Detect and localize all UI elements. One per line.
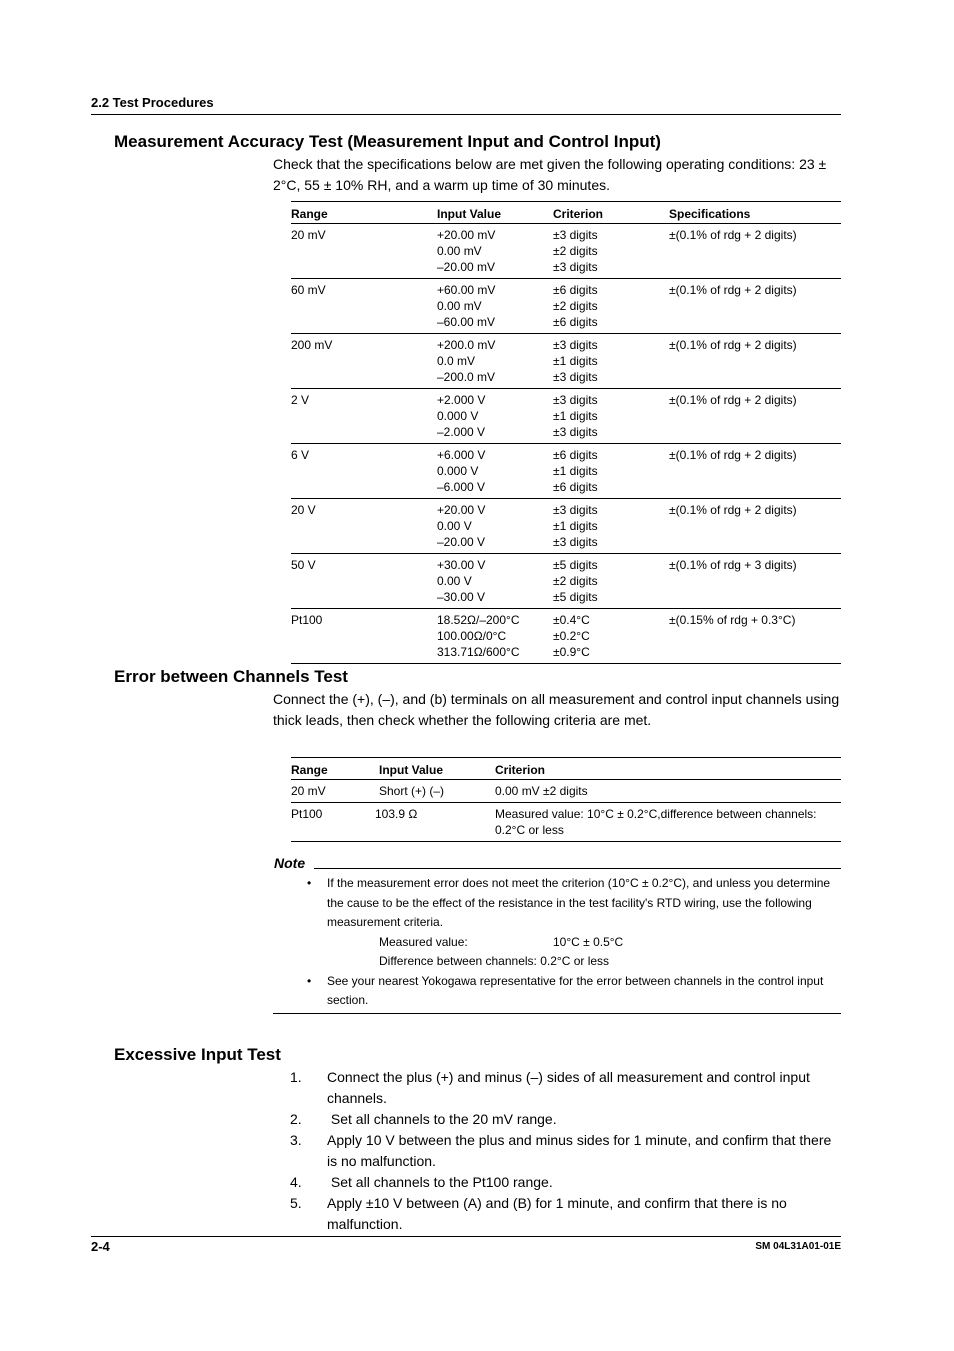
cell-input	[437, 444, 553, 499]
excessive-steps	[290, 1067, 835, 1235]
document-code: SM 04L31A01-01E	[755, 1241, 841, 1252]
table-row	[291, 224, 841, 279]
cell-range-line: 20 mV	[291, 228, 326, 242]
table-row	[291, 444, 841, 499]
cell-input-line: +20.00 V	[437, 503, 486, 517]
col-range: Range	[291, 202, 437, 224]
cell-criterion-line: ±0.2°C	[553, 629, 590, 643]
step-text: Connect the plus (+) and minus (–) sides of all measurement and control input channels.	[327, 1069, 810, 1106]
cell-spec	[669, 609, 841, 664]
cell-spec-line: ±(0.1% of rdg + 2 digits)	[669, 503, 797, 517]
list-item	[290, 1067, 835, 1109]
channels-table-header	[291, 758, 841, 780]
cell-input-line: 0.0 mV	[437, 354, 476, 368]
cell-criterion-line: ±1 digits	[553, 519, 598, 533]
table-row	[291, 780, 841, 803]
cell-criterion-line: ±3 digits	[553, 228, 598, 242]
cell-criterion-line: ±3 digits	[553, 535, 598, 549]
step-text: Set all channels to the Pt100 range.	[327, 1174, 553, 1190]
excessive-title: Excessive Input Test	[114, 1045, 281, 1064]
table-row	[291, 389, 841, 444]
cell-spec-line: ±(0.15% of rdg + 0.3°C)	[669, 613, 796, 627]
channels-table	[291, 757, 841, 842]
cell-input	[437, 389, 553, 444]
cell-criterion-line: ±1 digits	[553, 354, 598, 368]
cell-input-line: +30.00 V	[437, 558, 486, 572]
cell-input	[437, 554, 553, 609]
cell-input-line: 0.00 V	[437, 574, 472, 588]
list-item	[290, 1193, 835, 1235]
note-bullet-text: If the measurement error does not meet the criterion (10°C ± 0.2°C), and unless you determine the cause to be the effect of the resistance in the test facility's RTD wiring, use the following measurement criteria.	[327, 876, 831, 929]
footer-rule	[91, 1236, 841, 1237]
cell-spec	[669, 444, 841, 499]
step-number: 3.	[290, 1132, 302, 1148]
cell-spec	[669, 279, 841, 334]
cell-criterion-line: ±2 digits	[553, 574, 598, 588]
accuracy-table-header	[291, 202, 841, 224]
measured-label: Measured value:	[379, 934, 468, 949]
cell-spec-line: ±(0.1% of rdg + 3 digits)	[669, 558, 797, 572]
cell-criterion: 0.00 mV ±2 digits	[495, 780, 841, 803]
note-title: Note	[274, 855, 306, 871]
list-item	[290, 1130, 835, 1172]
cell-input-line: +6.000 V	[437, 448, 486, 462]
cell-criterion-line: ±1 digits	[553, 464, 598, 478]
cell-input-line: –60.00 mV	[437, 315, 496, 329]
step-number: 4.	[290, 1174, 302, 1190]
cell-criterion-line: ±3 digits	[553, 393, 598, 407]
step-number: 1.	[290, 1069, 302, 1085]
bullet-mark: •	[307, 973, 312, 988]
cell-input-line: +60.00 mV	[437, 283, 496, 297]
measured-value-line	[307, 933, 837, 953]
cell-spec	[669, 554, 841, 609]
col-criterion: Criterion	[495, 758, 841, 780]
cell-criterion	[553, 224, 669, 279]
cell-input-line: 313.71Ω/600°C	[437, 645, 520, 659]
cell-input-line: 100.00Ω/0°C	[437, 629, 507, 643]
cell-criterion-line: ±0.9°C	[553, 645, 590, 659]
measured-value: 10°C ± 0.5°C	[553, 934, 624, 949]
cell-input	[437, 499, 553, 554]
cell-range	[291, 554, 437, 609]
cell-range: Pt100	[291, 803, 379, 842]
cell-input-line: 0.000 V	[437, 409, 479, 423]
cell-input	[437, 279, 553, 334]
cell-criterion-line: ±3 digits	[553, 260, 598, 274]
cell-spec-line: ±(0.1% of rdg + 2 digits)	[669, 338, 797, 352]
section-header: 2.2 Test Procedures	[91, 95, 214, 110]
col-input: Input Value	[437, 202, 553, 224]
cell-input-line: 0.000 V	[437, 464, 479, 478]
cell-criterion-line: ±3 digits	[553, 503, 598, 517]
cell-range	[291, 279, 437, 334]
cell-range: 20 mV	[291, 780, 379, 803]
col-criterion: Criterion	[553, 202, 669, 224]
note-body	[307, 874, 837, 1011]
cell-input-line: –20.00 mV	[437, 260, 496, 274]
note-end-rule	[273, 1013, 841, 1014]
cell-range-line: 60 mV	[291, 283, 326, 297]
cell-input-line: 0.00 mV	[437, 299, 482, 313]
cell-criterion: Measured value: 10°C ± 0.2°C,difference between channels: 0.2°C or less	[495, 803, 841, 842]
accuracy-title: Measurement Accuracy Test (Measurement Input and Control Input)	[114, 132, 661, 151]
cell-range-line: 6 V	[291, 448, 310, 462]
cell-criterion-line: ±2 digits	[553, 299, 598, 313]
note-bullet-text: See your nearest Yokogawa representative for the error between channels in the control input section.	[327, 973, 824, 1007]
cell-input: Short (+) (–)	[379, 780, 495, 803]
page-number: 2-4	[91, 1239, 110, 1254]
accuracy-intro: Check that the specifications below are met given the following operating conditions: 23 ± 2°C, 55 ± 10% RH, and a warm up time of 30 minutes.	[273, 156, 827, 193]
cell-spec-line: ±(0.1% of rdg + 2 digits)	[669, 283, 797, 297]
cell-range-line: 20 V	[291, 503, 316, 517]
cell-criterion-line: ±0.4°C	[553, 613, 590, 627]
accuracy-table	[291, 201, 841, 664]
cell-criterion-line: ±5 digits	[553, 590, 598, 604]
cell-input-text: 103.9 Ω	[375, 807, 418, 821]
cell-input-line: 0.00 V	[437, 519, 472, 533]
cell-range-line: 200 mV	[291, 338, 333, 352]
cell-input-line: 18.52Ω/–200°C	[437, 613, 520, 627]
cell-input	[437, 334, 553, 389]
cell-spec	[669, 224, 841, 279]
cell-range	[291, 499, 437, 554]
cell-input-line: +200.0 mV	[437, 338, 496, 352]
step-text: Apply 10 V between the plus and minus sides for 1 minute, and confirm that there is no malfunction.	[327, 1132, 832, 1169]
cell-criterion-line: ±5 digits	[553, 558, 598, 572]
table-row	[291, 803, 841, 842]
cell-input-line: +2.000 V	[437, 393, 486, 407]
cell-criterion	[553, 609, 669, 664]
cell-criterion-line: ±3 digits	[553, 425, 598, 439]
table-row	[291, 554, 841, 609]
table-row	[291, 334, 841, 389]
cell-range	[291, 334, 437, 389]
cell-criterion-line: ±3 digits	[553, 370, 598, 384]
cell-spec-line: ±(0.1% of rdg + 2 digits)	[669, 448, 797, 462]
cell-criterion	[553, 389, 669, 444]
cell-spec-line: ±(0.1% of rdg + 2 digits)	[669, 393, 797, 407]
cell-input-line: +20.00 mV	[437, 228, 496, 242]
table-row	[291, 279, 841, 334]
header-rule	[91, 114, 841, 115]
col-range: Range	[291, 758, 379, 780]
cell-criterion	[553, 279, 669, 334]
cell-criterion	[553, 499, 669, 554]
col-spec: Specifications	[669, 202, 841, 224]
bullet-mark: •	[307, 876, 312, 890]
cell-spec-line: ±(0.1% of rdg + 2 digits)	[669, 228, 797, 242]
channels-intro: Connect the (+), (–), and (b) terminals on all measurement and control input channels using thick leads, then check whether the following criteria are met.	[273, 691, 840, 728]
cell-range-line: 2 V	[291, 393, 310, 407]
step-text: Set all channels to the 20 mV range.	[327, 1111, 557, 1127]
cell-spec	[669, 334, 841, 389]
cell-criterion-line: ±6 digits	[553, 448, 598, 462]
cell-input-line: –200.0 mV	[437, 370, 496, 384]
cell-criterion-line: ±6 digits	[553, 480, 598, 494]
cell-range	[291, 609, 437, 664]
col-input: Input Value	[379, 758, 495, 780]
note-bullet	[307, 874, 837, 933]
cell-criterion	[553, 444, 669, 499]
cell-input	[437, 609, 553, 664]
list-item	[290, 1109, 835, 1130]
cell-range	[291, 389, 437, 444]
step-text: Apply ±10 V between (A) and (B) for 1 minute, and confirm that there is no malfunction.	[327, 1195, 787, 1232]
cell-criterion-line: ±3 digits	[553, 338, 598, 352]
cell-criterion-line: ±1 digits	[553, 409, 598, 423]
note-rule	[314, 868, 841, 869]
cell-input	[437, 224, 553, 279]
cell-input-line: 0.00 mV	[437, 244, 482, 258]
step-number: 5.	[290, 1195, 302, 1211]
cell-input-line: –6.000 V	[437, 480, 486, 494]
cell-criterion	[553, 334, 669, 389]
cell-range	[291, 444, 437, 499]
cell-criterion-line: ±6 digits	[553, 283, 598, 297]
cell-input-line: –20.00 V	[437, 535, 486, 549]
cell-input-line: –2.000 V	[437, 425, 486, 439]
cell-criterion-line: ±6 digits	[553, 315, 598, 329]
cell-criterion-line: ±2 digits	[553, 244, 598, 258]
table-row	[291, 609, 841, 664]
cell-range-line: Pt100	[291, 613, 323, 627]
step-number: 2.	[290, 1111, 302, 1127]
cell-criterion	[553, 554, 669, 609]
cell-spec	[669, 389, 841, 444]
channels-title: Error between Channels Test	[114, 667, 348, 686]
cell-input-line: –30.00 V	[437, 590, 486, 604]
cell-range-line: 50 V	[291, 558, 316, 572]
cell-input	[375, 803, 495, 842]
list-item	[290, 1172, 835, 1193]
difference-line: Difference between channels: 0.2°C or less	[379, 954, 610, 968]
cell-spec	[669, 499, 841, 554]
cell-range	[291, 224, 437, 279]
note-bullet	[307, 972, 837, 1011]
table-row	[291, 499, 841, 554]
